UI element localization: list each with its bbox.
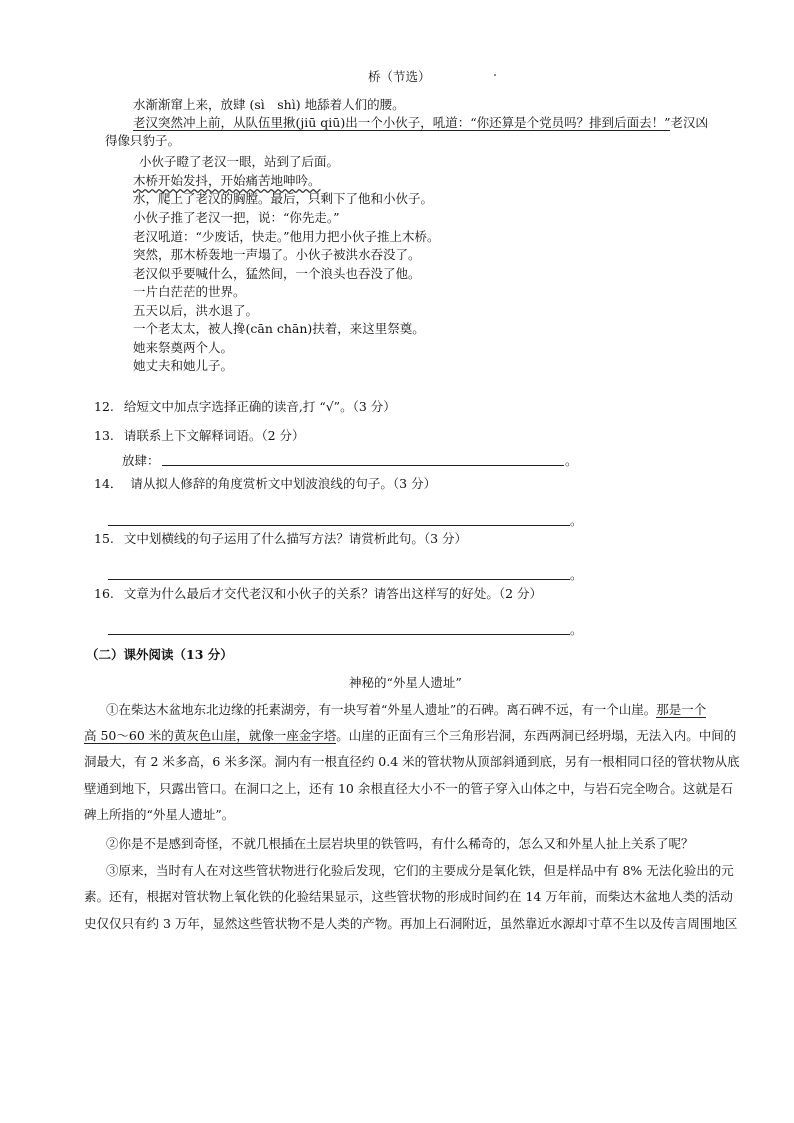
story-line: 她来祭奠两个人。	[133, 340, 234, 355]
story-line: 一个老太太，被人搀(cān chān)扶着，来这里祭奠。	[133, 321, 425, 336]
story-line: 五天以后，洪水退了。	[133, 303, 259, 318]
paragraph-2: ②你是不是感到奇怪，不就几根插在土层岩块里的铁管吗，有什么稀奇的，怎么又和外星人扯上关系了呢？	[106, 836, 694, 851]
question-number: 12.	[94, 399, 114, 414]
story-line-wavy	[133, 172, 321, 190]
paragraph-1-line-3: 洞最大，有 2 米多高，6 米多深。洞内有一根直径约 0.4 米的管状物从顶部斜通到底，另有一根相同口径的管状物从底	[84, 754, 740, 769]
paragraph-text: 。山崖的正面有三个三角形岩洞，东西两洞已经坍塌，无法入内。中间的	[336, 728, 737, 743]
q13-word-label: 放肆：	[122, 453, 160, 468]
answer-line-13[interactable]	[162, 465, 564, 466]
story-line: 一片白茫茫的世界。	[133, 284, 246, 299]
article-title: 神秘的“外星人遗址”	[349, 675, 462, 690]
section-heading: （二）课外阅读（13 分）	[86, 647, 233, 662]
answer-period: 。	[565, 453, 578, 468]
question-text: 给短文中加点字选择正确的读音,打 “√”。（3 分）	[123, 399, 396, 414]
story-line: 得像只豹子。	[105, 133, 181, 148]
story-line: 老汉似乎要喊什么，猛然间，一个浪头也吞没了他。	[133, 266, 421, 281]
answer-line-16[interactable]	[108, 634, 570, 635]
story-line: 水，爬上了老汉的胸膛。最后，只剩下了他和小伙子。	[133, 191, 434, 206]
question-number: 13.	[94, 428, 114, 443]
scan-speck	[494, 74, 496, 76]
story-title: 桥（节选）	[368, 69, 431, 84]
answer-period: 。	[570, 513, 583, 528]
question-12	[94, 398, 396, 416]
story-line-underlined	[133, 114, 708, 132]
paragraph-1-line-5: 碑上所指的“外星人遗址”。	[84, 807, 235, 822]
paragraph-1-line-1	[106, 701, 706, 719]
paragraph-3-line-2: 素。还有，根据对管状物上氧化铁的化验结果显示，这些管状物的形成时间约在 14 万年前，而柴达木盆地人类的活动	[84, 889, 733, 904]
paragraph-1-line-2	[84, 727, 736, 745]
story-line-tail: 老汉凶	[670, 115, 708, 130]
story-line: 她丈夫和她儿子。	[133, 358, 234, 373]
underlined-sentence: 老汉突然冲上前，从队伍里揪(jiū qiū)出一个小伙子，吼道：“你还算是个党员吗？排到后面去！”	[133, 115, 671, 130]
paragraph-1-line-4: 壁通到地下，只露出管口。在洞口之上，还有 10 余根直径大小不一的管子穿入山体之中，与岩石完全吻合。这就是石	[84, 781, 733, 796]
question-text: 文中划横线的句子运用了什么描写方法？请赏析此句。（3 分）	[123, 531, 468, 546]
question-13	[94, 427, 305, 445]
question-number: 16.	[94, 586, 114, 601]
question-14	[94, 475, 436, 493]
question-16	[94, 585, 542, 603]
paragraph-text: ①在柴达木盆地东北边缘的托素湖旁，有一块写着“外星人遗址”的石碑。离石碑不远，有一个山崖。	[106, 702, 657, 717]
wavy-sentence: 木桥开始发抖，开始痛苦地呻吟。	[133, 173, 321, 188]
answer-period: 。	[570, 622, 583, 637]
question-15	[94, 530, 467, 548]
question-text: 请联系上下文解释词语。（2 分）	[123, 428, 305, 443]
story-line: 老汉吼道：“少废话，快走。”他用力把小伙子推上木桥。	[133, 229, 440, 244]
underlined-sentence: 那是一个	[656, 702, 707, 717]
answer-line-15[interactable]	[108, 579, 570, 580]
paragraph-3-line-1: ③原来，当时有人在对这些管状物进行化验后发现，它们的主要成分是氧化铁，但是样品中有 8% 无法化验出的元	[106, 863, 734, 878]
question-number: 15.	[94, 531, 114, 546]
story-line: 水渐渐窜上来，放肆 (sì shì) 地舔着人们的腰。	[133, 97, 405, 112]
question-text: 文章为什么最后才交代老汉和小伙子的关系？请答出这样写的好处。（2 分）	[123, 586, 543, 601]
question-number: 14．	[94, 476, 123, 491]
underlined-sentence: 高 50～60 米的黄灰色山崖，就像一座金字塔	[84, 728, 337, 743]
story-line: 突然，那木桥轰地一声塌了。小伙子被洪水吞没了。	[133, 247, 421, 262]
answer-line-14[interactable]	[108, 525, 570, 526]
story-line: 小伙子推了老汉一把，说：“你先走。”	[133, 210, 340, 225]
paragraph-3-line-3: 史仅仅只有约 3 万年，显然这些管状物不是人类的产物。再加上石洞附近，虽然靠近水源却寸草不生以及传言周围地区	[84, 916, 738, 931]
story-line: 小伙子瞪了老汉一眼，站到了后面。	[139, 154, 340, 169]
answer-period: 。	[570, 567, 583, 582]
question-text: 请从拟人修辞的角度赏析文中划波浪线的句子。（3 分）	[130, 476, 437, 491]
